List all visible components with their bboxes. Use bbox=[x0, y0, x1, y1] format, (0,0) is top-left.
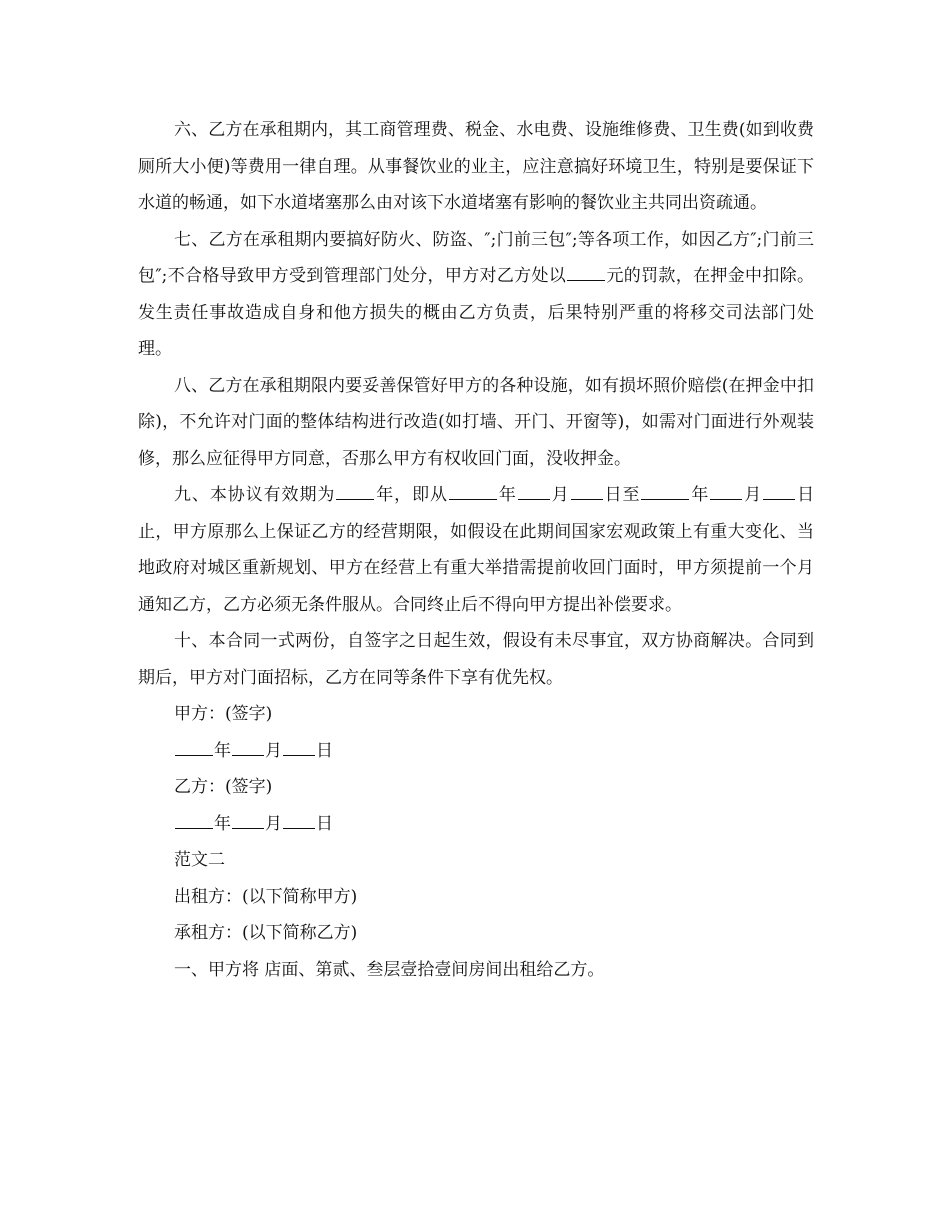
sample-2-title: 范文二 bbox=[174, 850, 225, 870]
party-b-date bbox=[138, 806, 814, 843]
date-month-label: 月 bbox=[265, 813, 282, 834]
clause-7 bbox=[138, 222, 814, 368]
start-month-blank bbox=[518, 485, 550, 500]
clause-9-text-a: 九、本协议有效期为 bbox=[174, 485, 336, 505]
start-year-blank bbox=[449, 485, 497, 500]
date-year-blank bbox=[175, 741, 213, 756]
clause-8: 八、乙方在承租期限内要妥善保管好甲方的各种设施，如有损坏照价赔偿(在押金中扣除)，不允许对门面的整体结构进行改造(如打墙、开门、开窗等)，如需对门面进行外观装修，那么应征得甲方同意，否那么甲方有权收回门面，没收押金。 bbox=[138, 375, 814, 469]
clause-9 bbox=[138, 477, 814, 623]
clause-6: 六、乙方在承租期内，其工商管理费、税金、水电费、设施维修费、卫生费(如到收费厕所大小便)等费用一律自理。从事餐饮业的业主，应注意搞好环境卫生，特别是要保证下水道的畅通，如下水道堵塞那么由对该下水道堵塞有影响的餐饮业主共同出资疏通。 bbox=[138, 120, 814, 213]
end-year-blank bbox=[641, 485, 689, 500]
clause-7-text-b: 元的罚款，在押金中扣除。发生责任事故造成自身和他方损失的概由乙方负责，后果特别严重的将移交司法部门处理。 bbox=[138, 266, 815, 359]
party-a-date bbox=[138, 733, 814, 770]
start-day-blank bbox=[571, 485, 603, 500]
date-year-label: 年 bbox=[214, 813, 231, 834]
date-month-blank bbox=[232, 741, 264, 756]
date-day-label: 日 bbox=[316, 813, 333, 834]
end-month-blank bbox=[710, 485, 742, 500]
clause-9-text-g: 月 bbox=[743, 485, 763, 505]
party-b-signature: 乙方：(签字) bbox=[174, 777, 273, 797]
clause-9-text-h: 日止，甲方原那么上保证乙方的经营期限，如假设在此期间国家宏观政策上有重大变化、当地政府对城区重新规划、甲方在经营上有重大举措需提前收回门面时，甲方须提前一个月通知乙方，乙方必须无条件服从。合同终止后不得向甲方提出补偿要求。 bbox=[138, 485, 815, 615]
party-a-signature: 甲方：(签字) bbox=[174, 704, 273, 724]
end-day-blank bbox=[763, 485, 795, 500]
date-month-label: 月 bbox=[265, 740, 282, 761]
lessee-line: 承租方：(以下简称乙方) bbox=[174, 923, 358, 943]
date-month-blank bbox=[232, 814, 264, 829]
term-years-blank bbox=[336, 485, 374, 500]
sample-2-clause-1: 一、甲方将 店面、第贰、叁层壹拾壹间房间出租给乙方。 bbox=[174, 959, 605, 980]
date-day-blank bbox=[283, 814, 315, 829]
clause-9-text-f: 年 bbox=[690, 485, 710, 505]
clause-9-text-e: 日至 bbox=[603, 485, 641, 505]
date-year-label: 年 bbox=[214, 740, 231, 761]
clause-9-text-b: 年，即从 bbox=[375, 485, 448, 505]
date-day-blank bbox=[283, 741, 315, 756]
clause-7-text-a: 七、乙方在承租期内要搞好防火、防盗、″;门前三包″;等各项工作，如因乙方″;门前三包″;不合格导致甲方受到管理部门处分，甲方对乙方处以 bbox=[138, 229, 814, 286]
date-year-blank bbox=[175, 814, 213, 829]
clause-9-text-c: 年 bbox=[497, 485, 517, 505]
date-day-label: 日 bbox=[316, 740, 333, 761]
fine-amount-blank bbox=[567, 266, 605, 281]
lessor-line: 出租方：(以下简称甲方) bbox=[174, 886, 358, 907]
clause-10: 十、本合同一式两份，自签字之日起生效，假设有未尽事宜，双方协商解决。合同到期后，甲方对门面招标，乙方在同等条件下享有优先权。 bbox=[138, 631, 814, 688]
clause-9-text-d: 月 bbox=[550, 485, 570, 505]
document-page bbox=[138, 112, 814, 988]
